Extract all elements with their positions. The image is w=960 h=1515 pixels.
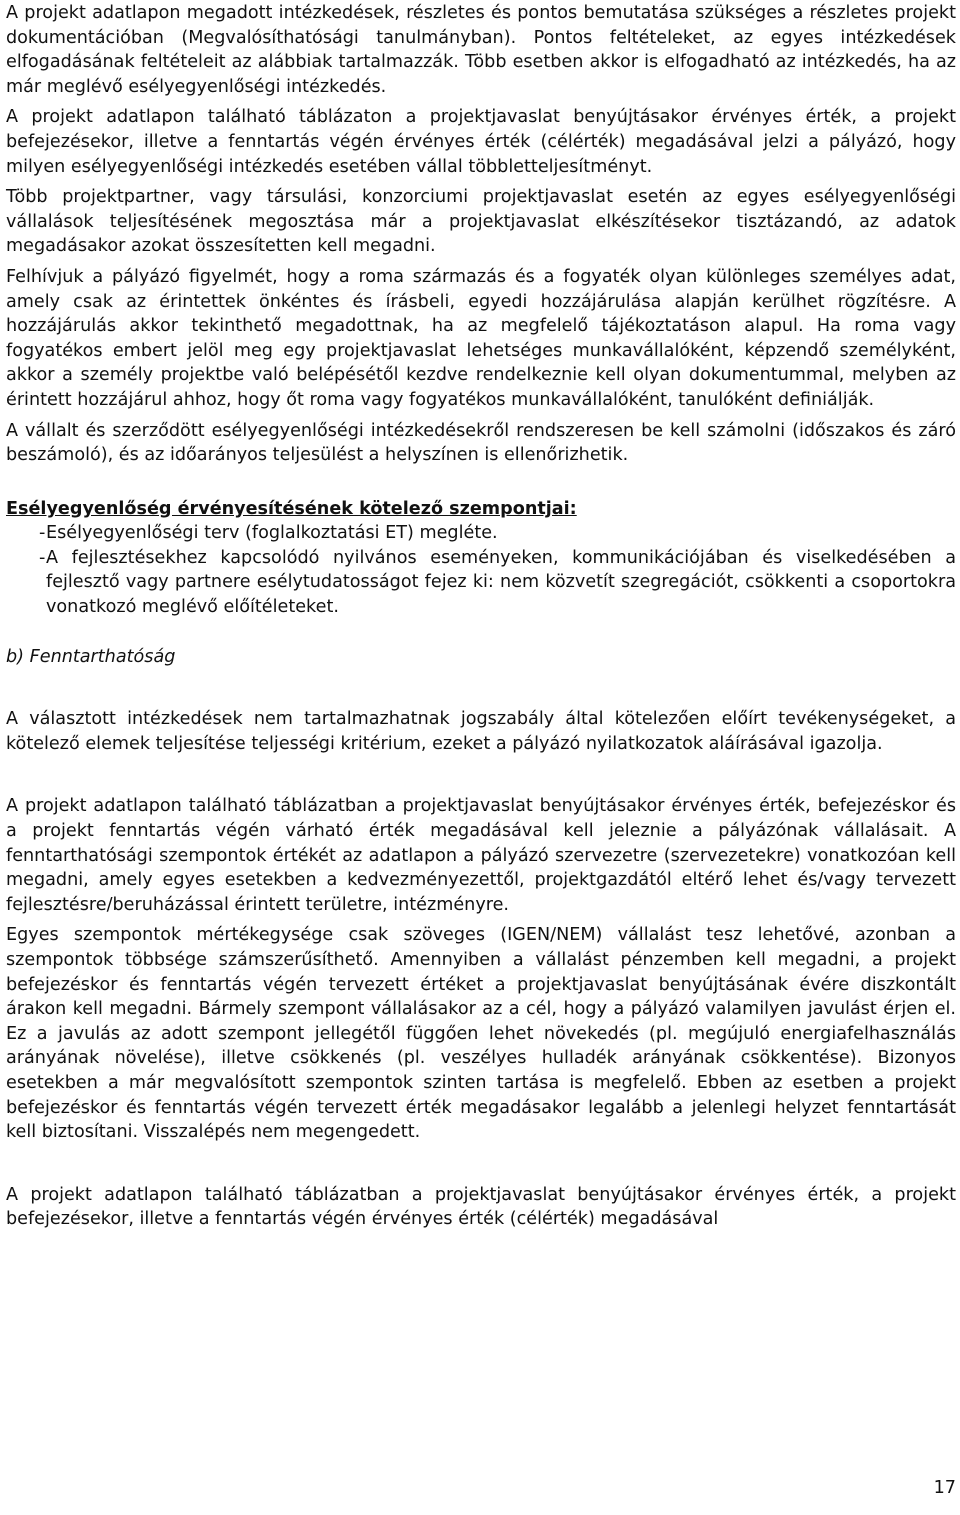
paragraph-measurement-units: Egyes szempontok mértékegysége csak szöveges (IGEN/NEM) vállalást tesz lehetővé, azonban a szempontok többsége számszerűsíthető. Amennyiben a vállalást pénzemben kell megadni, a projekt befejezéskor és fenntartás végén tervezett értéket a projektjavaslat benyújtásának évére diszkontált árakon kell megadni. Bármely szempont vállalásakor az a cél, hogy a pályázó valamilyen javulást érjen el. Ez a javulás az adott szempont jellegétől függően lehet növekedés (pl. megújuló energiafelhasználás arányának növelése), illetve csökkenés (pl. veszélyes hulladék arányának csökkentése). Bizonyos esetekben a már megvalósított szempontok szinten tartása is megfelelő. Ebben az esetben a projekt befejezéskor és fenntartás végén tervezett érték megadásakor legalább a jelenlegi helyzet fenntartását kell biztosítani. Visszalépés nem megengedett.: [6, 925, 956, 1143]
list-item: [6, 546, 956, 620]
list-item: [6, 521, 956, 546]
paragraph-consortium: Több projektpartner, vagy társulási, konzorciumi projektjavaslat esetén az egyes esélyegyenlőségi vállalások teljesítésének megosztása már a projektjavaslat elkészítésekor tisztázandó, az adatok megadásakor azokat összesítetten kell megadni.: [6, 187, 956, 257]
paragraph-mandatory-activities: A választott intézkedések nem tartalmazhatnak jogszabály által kötelezően előírt tevékenységeket, a kötelező elemek teljesítése teljességi kritérium, ezeket a pályázó nyilatkozatok aláírásával igazolja.: [6, 709, 956, 754]
list-item-text: Esélyegyenlőségi terv (foglalkoztatási ET) megléte.: [46, 523, 498, 544]
page-number: 17: [933, 1478, 956, 1498]
paragraph-sustainability-table: A projekt adatlapon található táblázatban a projektjavaslat benyújtásakor érvényes érték, befejezéskor és a projekt fenntartás végén várható érték megadásával kell jeleznie a pályázónak vállalásait. A fenntarthatósági szempontok értékét az adatlapon a pályázó szervezetre (szervezetekre) vonatkozóan kell megadni, amely egyes esetekben a kedvezményezettől, projektgazdától eltérő lehet és/vagy tervezett fejlesztésre/beruházással érintett területre, intézményre.: [6, 796, 956, 915]
paragraph-table-targets: A projekt adatlapon található táblázaton a projektjavaslat benyújtásakor érvényes érték, a projekt befejezésekor, illetve a fenntartás végén érvényes érték (célérték) megadásával jelzi a pályázó, hogy milyen esélyegyenlőségi intézkedés esetében vállal többletteljesítményt.: [6, 107, 956, 177]
paragraph-table-continuation: A projekt adatlapon található táblázatban a projektjavaslat benyújtásakor érvényes érték, a projekt befejezésekor, illetve a fenntartás végén érvényes érték (célérték) megadásával: [6, 1184, 956, 1230]
bullet-dash: -: [39, 547, 46, 568]
paragraph-reporting: A vállalt és szerződött esélyegyenlőségi intézkedésekről rendszeresen be kell számolni (időszakos és záró beszámoló), és az időarányos teljesülést a helyszínen is ellenőrizhetik.: [6, 420, 956, 466]
subsection-title-sustainability: b) Fenntarthatóság: [6, 646, 176, 667]
section-heading-mandatory-aspects: Esélyegyenlőség érvényesítésének kötelező szempontjai:: [6, 498, 577, 519]
paragraph-sensitive-data: Felhívjuk a pályázó figyelmét, hogy a roma származás és a fogyaték olyan különleges személyes adat, amely csak az érintettek önkéntes és írásbeli, egyedi hozzájárulása alapján kerülhet rögzítésre. A hozzájárulás akkor tekinthető megadottnak, ha az megfelelő tájékoztatáson alapul. Ha roma vagy fogyatékos embert jelöl meg egy projektjavaslat lehetséges munkavállalóként, képzendő személyként, akkor a személy projektbe való belépésétől kezdve rendelkeznie kell olyan dokumentummal, melyben az érintett hozzájárul ahhoz, hogy őt roma vagy fogyatékos munkavállalóként, tanulóként definiálják.: [6, 266, 956, 410]
list-item-text: A fejlesztésekhez kapcsolódó nyilvános eseményeken, kommunikációjában és viselkedésében a fejlesztő vagy partnere esélytudatosságot fejez ki: nem közvetít szegregációt, csökkenti a csoportokra vonatkozó meglévő előítéleteket.: [46, 547, 956, 618]
paragraph-measures-intro: A projekt adatlapon megadott intézkedések, részletes és pontos bemutatása szükséges a részletes projekt dokumentációban (Megvalósíthatósági tanulmányban). Pontos feltételeket, az egyes intézkedések elfogadásának feltételeit az alábbiak tartalmazzák. Több esetben akkor is elfogadható az intézkedés, ha az már meglévő esélyegyenlőségi intézkedés.: [6, 3, 956, 97]
bullet-dash: -: [39, 523, 46, 544]
document-page: [6, 1, 956, 1232]
mandatory-aspects-list: [6, 521, 956, 619]
